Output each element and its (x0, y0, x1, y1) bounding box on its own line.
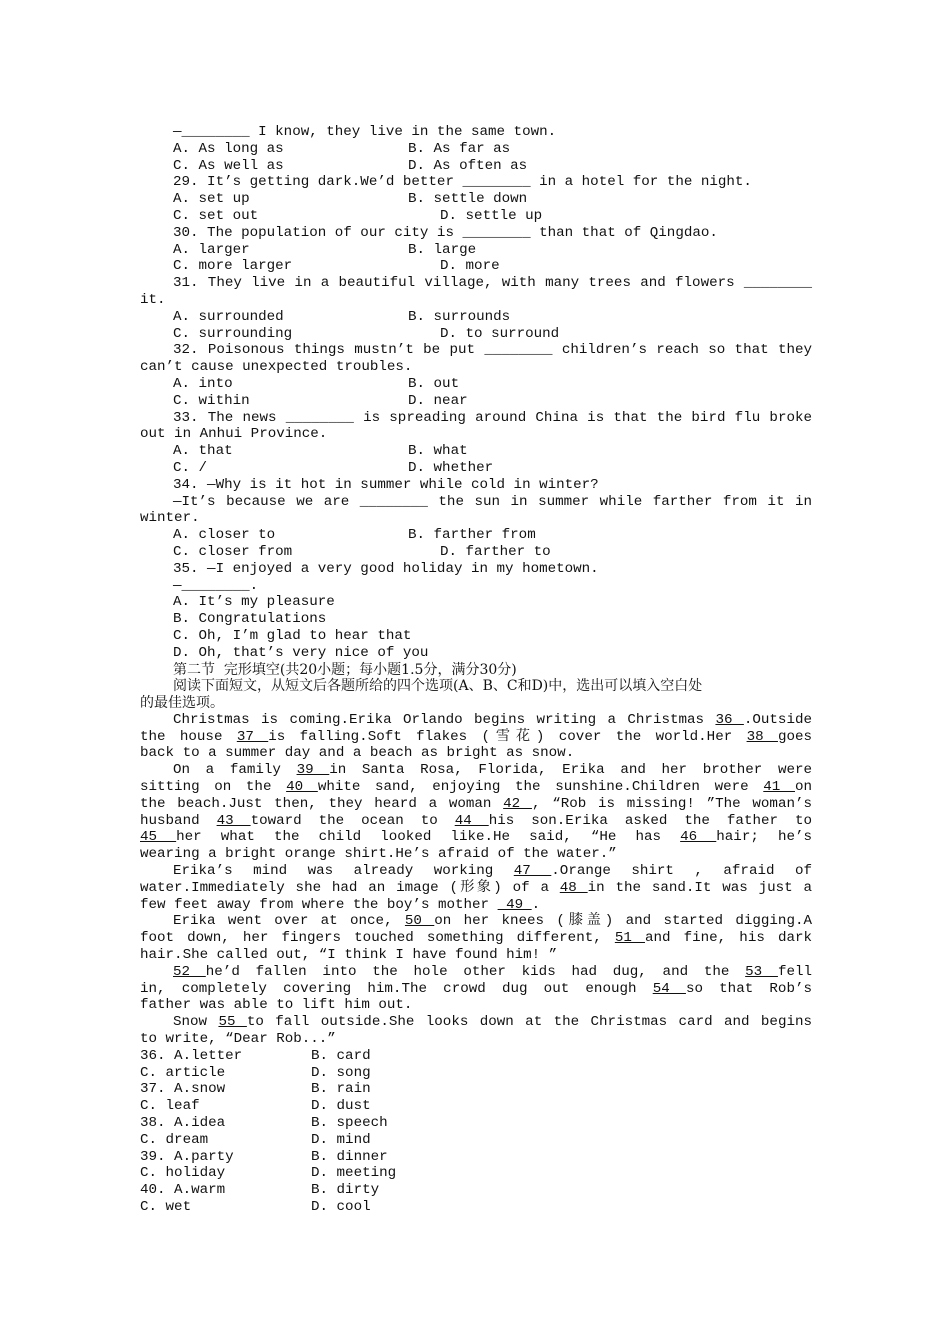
cloze-options-row (140, 1098, 812, 1115)
option-c: C. more larger (173, 258, 293, 275)
options-row (140, 443, 812, 460)
passage-line: Snow 55 to fall outside.She looks down at the Christmas card and begins (173, 1014, 812, 1031)
question-35-answer: —________. (173, 577, 259, 594)
passage-line: wearing a bright orange shirt.He’s afraid of the water.” (140, 846, 617, 863)
options-row (140, 393, 812, 410)
options-row (140, 242, 812, 259)
passage-line: sitting on the 40 white sand, enjoying the sunshine.Children were 41 on (140, 779, 813, 796)
cloze-options-row (140, 1065, 812, 1082)
option-d: D. settle up (440, 207, 543, 224)
option-c: C. within (173, 392, 250, 409)
option-b: B. As far as (408, 140, 511, 157)
question-33-continued: out in Anhui Province. (140, 426, 328, 443)
option-b: B. large (408, 241, 477, 258)
blank-46: 46 (680, 829, 717, 846)
passage-line: On a family 39 in Santa Rosa, Florida, Erika and her brother were (173, 762, 812, 779)
option-a: A. closer to (173, 527, 276, 544)
blank-43: 43 (216, 812, 251, 829)
question-30: 30. The population of our city is ________ than that of Qingdao. (173, 224, 718, 241)
question-32-continued: can’t cause unexpected troubles. (140, 359, 413, 376)
option-b: B. what (408, 443, 468, 460)
option-b: B. out (408, 375, 460, 392)
option-a: A. surrounded (173, 308, 284, 325)
option-a: A. that (173, 443, 233, 460)
question-31: 31. They live in a beautiful village, with many trees and flowers ________ (173, 275, 812, 292)
passage-line: the beach.Just then, they heard a woman 42 , “Rob is missing! ”The woman’s (140, 795, 813, 812)
option-a: A. set up (173, 191, 250, 208)
option-d: D. Oh, that’s very nice of you (173, 644, 429, 661)
passage-line: 45 her what the child looked like.He said, “He has 46 hair; he’s (140, 829, 813, 846)
question-35: 35. —I enjoyed a very good holiday in my hometown. (173, 560, 599, 577)
blank-53: 53 (745, 963, 778, 980)
cloze-options-row (140, 1132, 812, 1149)
question-31-continued: it. (140, 291, 166, 308)
section-instructions-continued: 的最佳选项。 (140, 695, 224, 712)
option-a: A. larger (173, 241, 250, 258)
options-row (140, 191, 812, 208)
blank-55: 55 (218, 1014, 247, 1031)
question-28-answer-line: —________ I know, they live in the same town. (173, 124, 557, 140)
blank-47: 47 (513, 863, 552, 880)
option-c: C. set out (173, 207, 259, 224)
passage-line: in, completely covering him.The crowd dug out enough 54 so that Rob’s (140, 980, 812, 997)
option-right: B. dinner (311, 1148, 388, 1165)
section-instructions: 阅读下面短文，从短文后各题所给的四个选项(A、B、C和D)中，选出可以填入空白处 (173, 678, 703, 695)
cloze-options-row (140, 1048, 812, 1065)
option-left: 36. A.letter (140, 1047, 243, 1064)
blank-48: 48 (559, 879, 588, 896)
cloze-options-row (140, 1081, 812, 1098)
option-d: D. more (440, 258, 500, 275)
options-row (140, 326, 812, 343)
passage-line: the house 37 is falling.Soft flakes (雪花) cover the world.Her 38 goes (140, 728, 813, 745)
passage-line: few feet away from where the boy’s mother 49 . (140, 896, 541, 913)
option-c: C. surrounding (173, 325, 293, 342)
option-left: 39. A.party (140, 1148, 234, 1165)
option-left: C. article (140, 1064, 226, 1081)
passage-line: 52 he’d fallen into the hole other kids had dug, and the 53 fell (173, 963, 812, 980)
question-34: 34. —Why is it hot in summer while cold in winter? (173, 476, 599, 493)
option-c: C. As well as (173, 157, 284, 174)
blank-45: 45 (140, 829, 177, 846)
cloze-options-row (140, 1182, 812, 1199)
blank-49: 49 (497, 896, 532, 913)
option-b: B. Congratulations (173, 611, 327, 628)
option-right: B. dirty (311, 1182, 380, 1199)
option-left: 37. A.snow (140, 1081, 226, 1098)
passage-line: Christmas is coming.Erika Orlando begins writing a Christmas 36 .Outside (173, 711, 812, 728)
options-row (140, 460, 812, 477)
passage-line: father was able to lift him out. (140, 997, 413, 1014)
option-right: D. song (311, 1064, 371, 1081)
blank-50: 50 (404, 913, 435, 930)
question-34-continued: winter. (140, 510, 200, 527)
passage-line: back to a summer day and a beach as bright as snow. (140, 745, 575, 762)
option-left: C. holiday (140, 1165, 226, 1182)
option-c: C. Oh, I’m glad to hear that (173, 627, 412, 644)
option-right: D. mind (311, 1131, 371, 1148)
option-a: A. As long as (173, 140, 284, 157)
options-row (140, 309, 812, 326)
exam-page (140, 124, 812, 1216)
question-34-answer: —It’s because we are ________ the sun in summer while farther from it in (173, 493, 812, 510)
option-b: B. settle down (408, 191, 528, 208)
option-left: 38. A.idea (140, 1115, 226, 1132)
option-left: C. dream (140, 1131, 209, 1148)
options-row (140, 376, 812, 393)
passage-line: Erika’s mind was already working 47 .Orange shirt , afraid of (173, 863, 812, 880)
option-right: D. cool (311, 1199, 371, 1215)
blank-41: 41 (763, 779, 795, 796)
option-c: C. closer from (173, 543, 293, 560)
option-left: C. wet (140, 1199, 192, 1215)
cloze-options-row (140, 1199, 812, 1216)
option-right: D. meeting (311, 1165, 397, 1182)
blank-54: 54 (652, 980, 686, 997)
passage-line: husband 43 toward the ocean to 44 his son.Erika asked the father to (140, 812, 812, 829)
option-c: C. / (173, 459, 208, 476)
option-left: C. leaf (140, 1098, 200, 1115)
blank-38: 38 (746, 728, 778, 745)
options-row (140, 527, 812, 544)
blank-51: 51 (614, 930, 645, 947)
blank-39: 39 (296, 762, 330, 779)
passage-line: foot down, her fingers touched something different, 51 and fine, his dark (140, 930, 812, 947)
section-heading: 第二节 完形填空(共20小题；每小题1.5分，满分30分) (173, 661, 517, 678)
passage-line: Erika went over at once, 50 on her knees (膝盖) and started digging.A (173, 913, 812, 930)
question-32: 32. Poisonous things mustn’t be put ________ children’s reach so that they (173, 342, 812, 359)
option-b: B. surrounds (408, 308, 511, 325)
option-a: A. into (173, 375, 233, 392)
options-row (140, 141, 812, 158)
option-right: B. card (311, 1047, 371, 1064)
options-row (140, 544, 812, 561)
option-d: D. As often as (408, 157, 528, 174)
option-d: D. near (408, 392, 468, 409)
blank-36: 36 (715, 711, 744, 728)
cloze-options-row (140, 1115, 812, 1132)
option-b: B. farther from (408, 527, 536, 544)
option-d: D. to surround (440, 325, 560, 342)
option-d: D. farther to (440, 543, 551, 560)
blank-37: 37 (236, 728, 269, 745)
cloze-options-row (140, 1165, 812, 1182)
option-a: A. It’s my pleasure (173, 594, 335, 611)
option-right: B. speech (311, 1115, 388, 1132)
option-right: B. rain (311, 1081, 371, 1098)
options-row (140, 208, 812, 225)
options-row (140, 158, 812, 175)
option-d: D. whether (408, 459, 494, 476)
blank-42: 42 (503, 795, 532, 812)
passage-line: hair.She called out, “I think I have found him! ” (140, 947, 558, 964)
blank-52: 52 (173, 963, 206, 980)
option-right: D. dust (311, 1098, 371, 1115)
question-33: 33. The news ________ is spreading around China is that the bird flu broke (173, 409, 812, 426)
passage-line: water.Immediately she had an image (形象) of a 48 in the sand.It was just a (140, 879, 812, 896)
cloze-options-row (140, 1149, 812, 1166)
question-29: 29. It’s getting dark.We’d better ________ in a hotel for the night. (173, 174, 752, 191)
option-left: 40. A.warm (140, 1182, 226, 1199)
passage-line: to write, “Dear Rob...” (140, 1031, 336, 1048)
options-row (140, 258, 812, 275)
blank-44: 44 (454, 812, 489, 829)
blank-40: 40 (286, 779, 318, 796)
